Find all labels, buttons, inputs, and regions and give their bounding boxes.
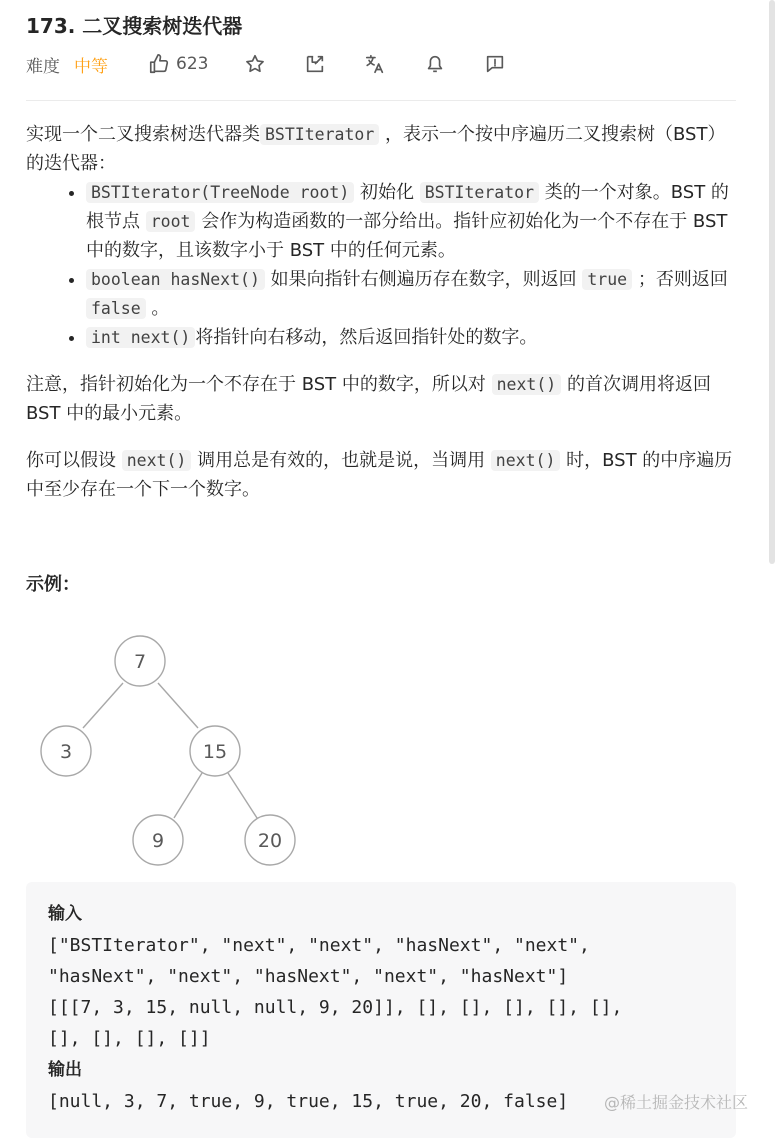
scrollbar[interactable] <box>769 0 775 564</box>
difficulty-badge: 中等 <box>74 56 108 77</box>
problem-description <box>26 120 738 599</box>
example-heading: 示例： <box>26 574 80 595</box>
input-line: [[[7, 3, 15, null, null, 9, 20]], [], [], [], [], [], <box>48 997 623 1018</box>
output-line: [null, 3, 7, true, 9, true, 15, true, 20, false] <box>48 1091 569 1112</box>
feedback-button[interactable] <box>484 53 506 75</box>
tree-node-label: 3 <box>59 741 73 763</box>
method-list <box>26 178 738 352</box>
output-label: 输出 <box>48 1060 82 1080</box>
list-item: • BSTIterator(TreeNode root) 初始化 BSTIterator 类的一个对象。BST 的根节点 root 会作为构造函数的一部分给出。指针应初始化为一个不存在于 BST 中的数字，且该数字小于 BST 中的任何元素。 <box>86 178 738 265</box>
input-line: [], [], [], []] <box>48 1028 211 1049</box>
star-icon <box>244 53 266 75</box>
problem-title: 173. 二叉搜索树迭代器 <box>26 14 243 38</box>
like-button[interactable] <box>148 53 208 75</box>
input-label: 输入 <box>48 904 82 924</box>
inline-code: BSTIterator <box>420 182 539 203</box>
tree-edge <box>228 773 257 818</box>
share-button[interactable] <box>304 53 326 75</box>
translate-icon <box>364 53 386 75</box>
tree-edge <box>83 683 123 728</box>
header-divider <box>26 100 736 101</box>
list-item: • boolean hasNext() 如果向指针右侧遍历存在数字，则返回 true ；否则返回 false 。 <box>86 265 738 323</box>
inline-code: false <box>86 298 146 319</box>
tree-node-label: 20 <box>257 830 283 852</box>
problem-meta-bar <box>26 50 506 78</box>
notification-button[interactable] <box>424 53 446 75</box>
description-paragraph-2: 注意，指针初始化为一个不存在于 BST 中的数字，所以对 next() 的首次调用将返回 BST 中的最小元素。 <box>26 374 711 424</box>
example-io <box>48 898 622 1117</box>
bst-diagram <box>30 628 310 873</box>
inline-code: next() <box>491 450 561 471</box>
tree-edge <box>174 773 202 818</box>
share-icon <box>304 53 326 75</box>
tree-node-label: 15 <box>202 741 228 763</box>
description-paragraph-1: 实现一个二叉搜索树迭代器类 BSTIterator ，表示一个按中序遍历二叉搜索树（BST）的迭代器： <box>26 124 726 174</box>
bell-icon <box>424 53 446 75</box>
list-item: • int next() 将指针向右移动，然后返回指针处的数字。 <box>86 323 738 352</box>
favorite-button[interactable] <box>244 53 266 75</box>
watermark: @稀土掘金技术社区 <box>604 1093 749 1112</box>
like-count: 623 <box>176 54 209 74</box>
tree-node-label: 9 <box>151 830 165 852</box>
translate-button[interactable] <box>364 53 386 75</box>
description-paragraph-3: 你可以假设 next() 调用总是有效的，也就是说，当调用 next() 时，BST 的中序遍历中至少存在一个下一个数字。 <box>26 450 733 500</box>
input-line: ["BSTIterator", "next", "next", "hasNext", "next", <box>48 935 590 956</box>
inline-code: root <box>146 211 196 232</box>
inline-code: BSTIterator <box>260 124 379 145</box>
inline-code: true <box>582 269 632 290</box>
tree-node-label: 7 <box>133 651 147 673</box>
inline-code: boolean hasNext() <box>86 269 265 290</box>
inline-code: next() <box>492 374 562 395</box>
inline-code: int next() <box>86 327 195 348</box>
inline-code: next() <box>122 450 192 471</box>
difficulty-label: 难度 <box>26 56 60 77</box>
inline-code: BSTIterator(TreeNode root) <box>86 182 354 203</box>
feedback-icon <box>484 53 506 75</box>
tree-edge <box>158 683 198 728</box>
input-line: "hasNext", "next", "hasNext", "next", "hasNext"] <box>48 966 569 987</box>
thumbs-up-icon <box>148 53 170 75</box>
